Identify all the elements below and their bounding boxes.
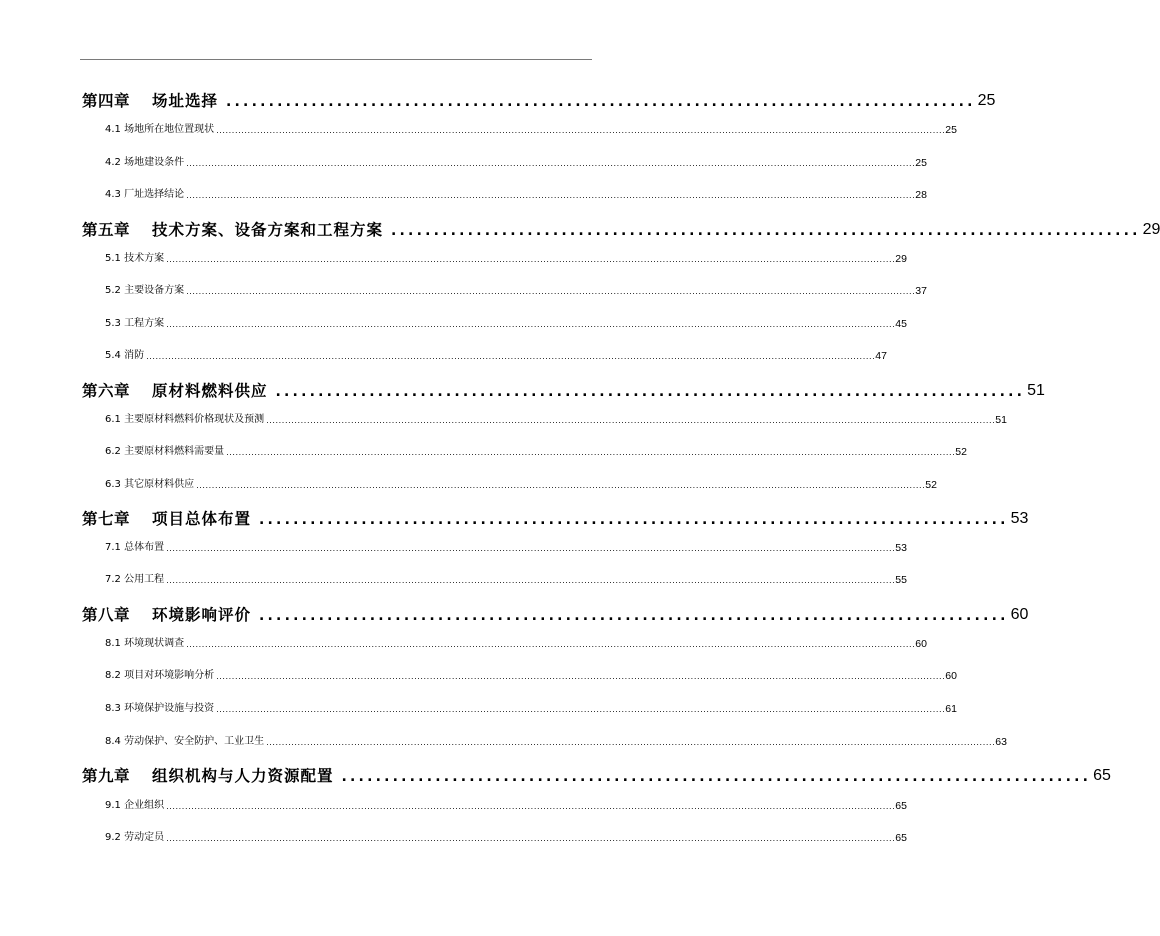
section-title: 8.3 环境保护设施与投资 [105,703,215,714]
chapter-title: 项目总体布置 [152,510,252,528]
toc-chapter-6[interactable] [82,380,1045,402]
section-page: 47 [875,350,887,362]
toc-section-5-1[interactable] [105,252,907,266]
dot-leader: ........................................................................................................................................................................................................................................ [146,352,876,361]
toc-chapter-5[interactable] [82,219,1160,241]
chapter-title: 组织机构与人力资源配置 [152,767,334,785]
section-title: 6.3 其它原材料供应 [105,479,195,490]
chapter-title: 环境影响评价 [152,606,252,624]
toc-section-4-2[interactable] [105,156,927,170]
dot-leader: ........................................................................................ [341,769,1092,785]
toc-section-6-2[interactable] [105,445,967,459]
section-page: 29 [895,253,907,265]
dot-leader: ........................................................................................................................................................................................................................................ [166,320,896,329]
section-page: 65 [895,800,907,812]
section-page: 53 [895,542,907,554]
dot-leader: ........................................................................................................................................................................................................................................ [186,191,916,200]
section-title: 6.2 主要原材料燃料需要量 [105,446,225,457]
section-title: 8.2 项目对环境影响分析 [105,670,215,681]
dot-leader: ........................................................................................ [275,384,1026,400]
toc-section-5-4[interactable] [105,349,887,363]
section-page: 52 [925,479,937,491]
chapter-number: 第六章 [82,382,131,400]
toc-section-8-3[interactable] [105,702,957,716]
chapter-title: 场址选择 [152,92,219,110]
section-page: 65 [895,832,907,844]
dot-leader: ........................................................................................................................................................................................................................................ [216,126,946,135]
toc-section-9-1[interactable] [105,799,907,813]
dot-leader: ........................................................................................ [391,223,1141,239]
dot-leader: ........................................................................................ [259,512,1009,528]
chapter-number: 第四章 [82,92,131,110]
dot-leader: ........................................................................................................................................................................................................................................ [166,576,896,585]
chapter-page: 51 [1027,382,1045,399]
section-page: 60 [945,670,957,682]
section-title: 5.4 消防 [105,350,145,361]
chapter-title: 技术方案、设备方案和工程方案 [152,221,384,239]
dot-leader: ........................................................................................................................................................................................................................................ [226,448,956,457]
section-page: 60 [915,638,927,650]
dot-leader: ........................................................................................................................................................................................................................................ [216,705,946,714]
section-title: 4.3 厂址选择结论 [105,189,185,200]
dot-leader: ........................................................................................................................................................................................................................................ [166,255,896,264]
section-page: 55 [895,574,907,586]
section-title: 7.1 总体布置 [105,542,165,553]
toc-section-9-2[interactable] [105,831,907,845]
dot-leader: ........................................................................................................................................................................................................................................ [166,834,896,843]
toc-section-8-2[interactable] [105,669,957,683]
section-page: 25 [945,124,957,136]
section-page: 61 [945,703,957,715]
chapter-page: 53 [1010,510,1029,527]
toc-section-8-4[interactable] [105,735,1007,749]
section-title: 4.2 场地建设条件 [105,157,185,168]
section-title: 9.2 劳动定员 [105,832,165,843]
section-title: 5.2 主要设备方案 [105,285,185,296]
toc-section-7-2[interactable] [105,573,907,587]
chapter-page: 60 [1010,606,1029,623]
dot-leader: ........................................................................................................................................................................................................................................ [266,738,996,747]
section-page: 45 [895,318,907,330]
section-page: 25 [915,157,927,169]
dot-leader: ........................................................................................................................................................................................................................................ [196,481,926,490]
chapter-number: 第五章 [82,221,131,239]
toc-section-5-2[interactable] [105,284,927,298]
chapter-number: 第七章 [82,510,131,528]
toc-chapter-9[interactable] [82,765,1111,787]
toc-section-5-3[interactable] [105,317,907,331]
toc-chapter-4[interactable] [82,90,996,112]
section-page: 37 [915,285,927,297]
section-title: 8.1 环境现状调查 [105,638,185,649]
dot-leader: ........................................................................................................................................................................................................................................ [266,416,996,425]
dot-leader: ........................................................................................ [226,94,976,110]
chapter-title: 原材料燃料供应 [152,382,268,400]
chapter-number: 第八章 [82,606,131,624]
chapter-page: 65 [1093,767,1111,784]
section-title: 7.2 公用工程 [105,574,165,585]
section-title: 5.1 技术方案 [105,253,165,264]
chapter-page: 29 [1142,221,1160,238]
toc-section-4-3[interactable] [105,188,927,202]
chapter-page: 25 [977,92,996,109]
section-page: 52 [955,446,967,458]
dot-leader: ........................................................................................ [259,608,1009,624]
section-title: 9.1 企业组织 [105,800,165,811]
dot-leader: ........................................................................................................................................................................................................................................ [186,159,916,168]
toc-section-4-1[interactable] [105,123,957,137]
section-title: 8.4 劳动保护、安全防护、工业卫生 [105,736,265,747]
section-page: 63 [995,736,1007,748]
toc-section-8-1[interactable] [105,637,927,651]
dot-leader: ........................................................................................................................................................................................................................................ [216,672,946,681]
chapter-number: 第九章 [82,767,131,785]
dot-leader: ........................................................................................................................................................................................................................................ [166,802,896,811]
toc-section-7-1[interactable] [105,541,907,555]
section-page: 28 [915,189,927,201]
section-title: 5.3 工程方案 [105,318,165,329]
toc-chapter-8[interactable] [82,604,1029,626]
section-page: 51 [995,414,1007,426]
toc-section-6-3[interactable] [105,478,937,492]
dot-leader: ........................................................................................................................................................................................................................................ [186,287,916,296]
dot-leader: ........................................................................................................................................................................................................................................ [166,544,896,553]
section-title: 6.1 主要原材料燃料价格现状及预测 [105,414,265,425]
toc-chapter-7[interactable] [82,508,1029,530]
toc-section-6-1[interactable] [105,413,1007,427]
section-title: 4.1 场地所在地位置现状 [105,124,215,135]
dot-leader: ........................................................................................................................................................................................................................................ [186,640,916,649]
